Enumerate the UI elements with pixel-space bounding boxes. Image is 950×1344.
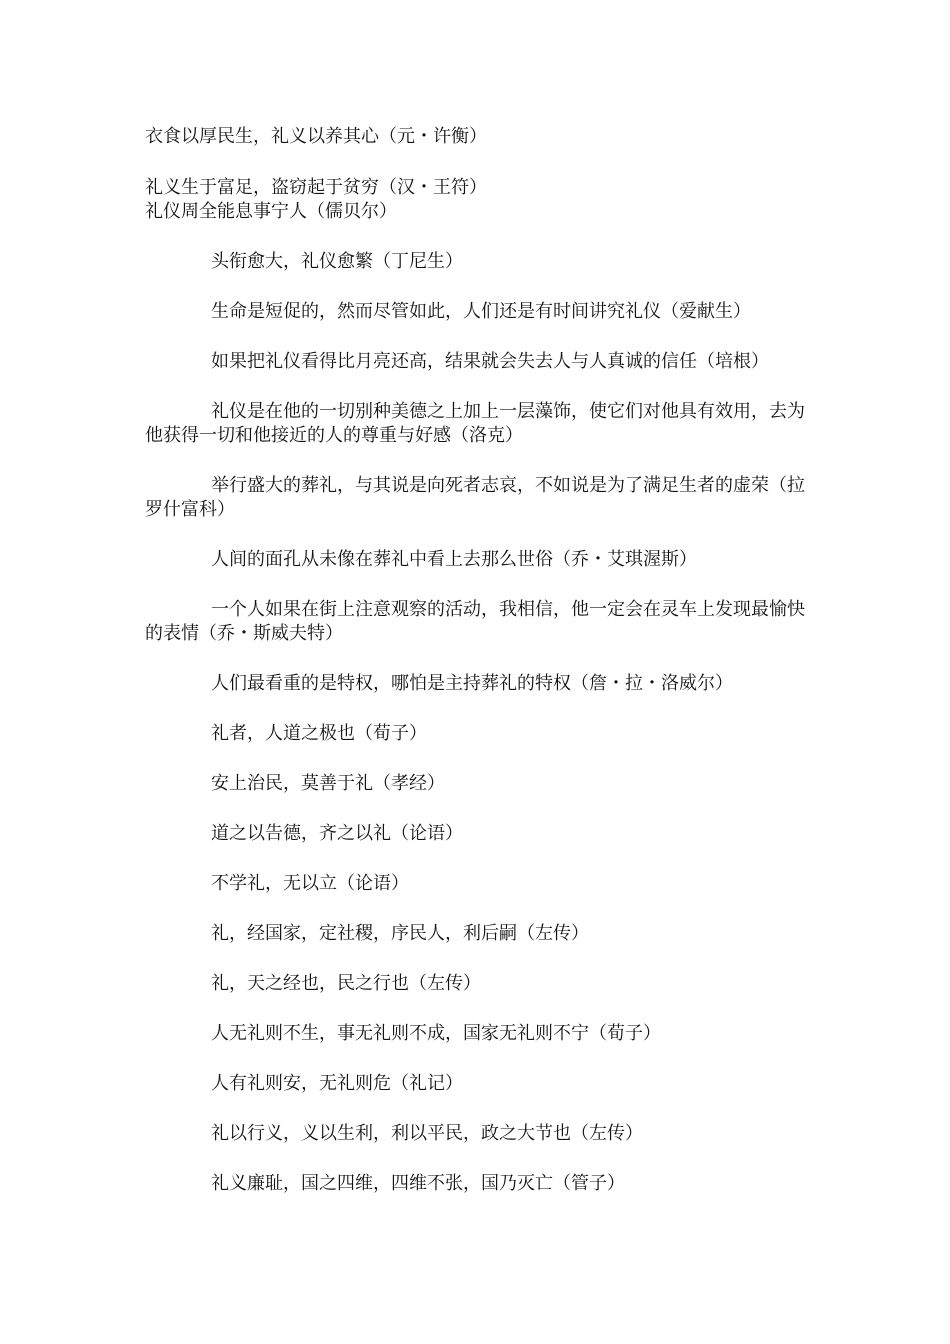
quote-line: 礼以行义，义以生利，利以平民，政之大节也（左传） xyxy=(211,1123,643,1144)
quote-line: 礼义生于富足，盗窃起于贫穷（汉・王符） xyxy=(145,177,487,198)
quote-line: 安上治民，莫善于礼（孝经） xyxy=(211,773,445,794)
quote-line: 头衔愈大，礼仪愈繁（丁尼生） xyxy=(211,251,463,272)
quote-line: 不学礼，无以立（论语） xyxy=(211,873,409,894)
quote-line: 如果把礼仪看得比月亮还高，结果就会失去人与人真诚的信任（培根） xyxy=(211,351,769,372)
quote-line: 礼仪周全能息事宁人（儒贝尔） xyxy=(145,201,397,222)
quote-line: 礼义廉耻，国之四维，四维不张，国乃灭亡（管子） xyxy=(211,1173,625,1194)
quote-line: 人间的面孔从未像在葬礼中看上去那么世俗（乔・艾琪渥斯） xyxy=(211,549,697,570)
quote-line: 礼，经国家，定社稷，序民人，利后嗣（左传） xyxy=(211,923,589,944)
quote-line: 人们最看重的是特权，哪怕是主持葬礼的特权（詹・拉・洛威尔） xyxy=(211,673,733,694)
quote-line: 衣食以厚民生，礼义以养其心（元・许衡） xyxy=(145,126,487,147)
quote-line: 人有礼则安，无礼则危（礼记） xyxy=(211,1073,463,1094)
quote-line: 礼，天之经也，民之行也（左传） xyxy=(211,973,481,994)
quote-line: 礼仪是在他的一切别种美德之上加上一层藻饰，使它们对他具有效用，去为他获得一切和他接近的人的尊重与好感（洛克） xyxy=(145,401,805,446)
quote-line: 礼者，人道之极也（荀子） xyxy=(211,723,427,744)
quote-line: 举行盛大的葬礼，与其说是向死者志哀，不如说是为了满足生者的虚荣（拉罗什富科） xyxy=(145,475,805,520)
quote-line: 生命是短促的，然而尽管如此，人们还是有时间讲究礼仪（爱献生） xyxy=(211,301,751,322)
quote-line: 人无礼则不生，事无礼则不成，国家无礼则不宁（荀子） xyxy=(211,1023,661,1044)
quote-line: 道之以告德，齐之以礼（论语） xyxy=(211,823,463,844)
quote-line: 一个人如果在街上注意观察的活动，我相信，他一定会在灵车上发现最愉快的表情（乔・斯威夫特） xyxy=(145,599,805,644)
